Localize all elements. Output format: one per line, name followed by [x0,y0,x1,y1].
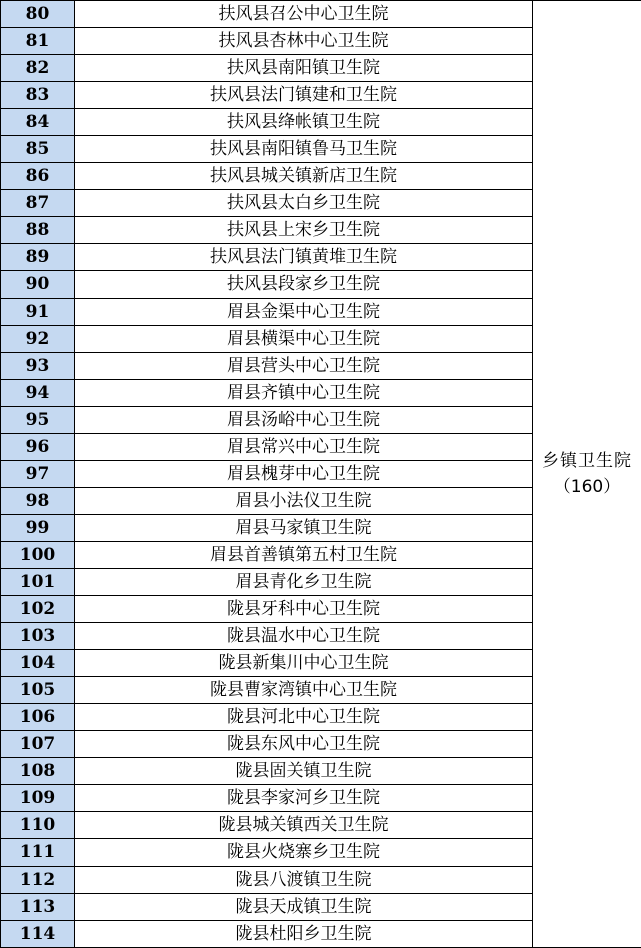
row-number: 104 [1,650,75,677]
hospital-name: 眉县金渠中心卫生院 [75,298,533,325]
row-number: 98 [1,487,75,514]
row-number: 110 [1,812,75,839]
row-number: 96 [1,433,75,460]
hospital-name: 陇县东风中心卫生院 [75,731,533,758]
hospital-name: 陇县新集川中心卫生院 [75,650,533,677]
row-number: 97 [1,460,75,487]
category-label: 乡镇卫生院 [542,451,632,471]
hospital-name: 陇县固关镇卫生院 [75,758,533,785]
hospital-name: 陇县城关镇西关卫生院 [75,812,533,839]
hospital-name: 陇县曹家湾镇中心卫生院 [75,677,533,704]
hospital-name: 眉县马家镇卫生院 [75,514,533,541]
hospital-name: 陇县牙科中心卫生院 [75,596,533,623]
row-number: 95 [1,406,75,433]
row-number: 80 [1,1,75,28]
row-number: 112 [1,866,75,893]
hospital-name: 眉县槐芽中心卫生院 [75,460,533,487]
hospital-name: 陇县火烧寨乡卫生院 [75,839,533,866]
row-number: 106 [1,704,75,731]
row-number: 82 [1,55,75,82]
hospital-table-body [1,1,641,948]
row-number: 102 [1,596,75,623]
row-number: 113 [1,893,75,920]
row-number: 105 [1,677,75,704]
row-number: 85 [1,136,75,163]
hospital-name: 眉县齐镇中心卫生院 [75,379,533,406]
hospital-name: 扶风县杏林中心卫生院 [75,28,533,55]
hospital-name: 扶风县南阳镇鲁马卫生院 [75,136,533,163]
row-number: 86 [1,163,75,190]
hospital-name: 眉县横渠中心卫生院 [75,325,533,352]
hospital-name: 眉县营头中心卫生院 [75,352,533,379]
row-number: 103 [1,623,75,650]
hospital-name: 陇县温水中心卫生院 [75,623,533,650]
hospital-name: 扶风县南阳镇卫生院 [75,55,533,82]
row-number: 108 [1,758,75,785]
table-row [1,1,641,28]
hospital-name: 眉县青化乡卫生院 [75,568,533,595]
hospital-name: 眉县首善镇第五村卫生院 [75,541,533,568]
hospital-name: 眉县小法仪卫生院 [75,487,533,514]
hospital-name: 扶风县法门镇黄堆卫生院 [75,244,533,271]
category-cell [533,1,641,948]
hospital-name: 眉县汤峪中心卫生院 [75,406,533,433]
row-number: 109 [1,785,75,812]
hospital-name: 陇县杜阳乡卫生院 [75,920,533,947]
row-number: 111 [1,839,75,866]
row-number: 81 [1,28,75,55]
hospital-name: 陇县八渡镇卫生院 [75,866,533,893]
row-number: 114 [1,920,75,947]
row-number: 101 [1,568,75,595]
hospital-name: 陇县李家河乡卫生院 [75,785,533,812]
hospital-name: 陇县天成镇卫生院 [75,893,533,920]
hospital-name: 扶风县绛帐镇卫生院 [75,109,533,136]
row-number: 90 [1,271,75,298]
hospital-name: 扶风县太白乡卫生院 [75,190,533,217]
row-number: 91 [1,298,75,325]
row-number: 93 [1,352,75,379]
hospital-name: 扶风县城关镇新店卫生院 [75,163,533,190]
hospital-name: 陇县河北中心卫生院 [75,704,533,731]
hospital-name: 扶风县上宋乡卫生院 [75,217,533,244]
hospital-name: 扶风县段家乡卫生院 [75,271,533,298]
hospital-name: 眉县常兴中心卫生院 [75,433,533,460]
row-number: 84 [1,109,75,136]
category-count: （160） [553,477,621,497]
row-number: 87 [1,190,75,217]
row-number: 92 [1,325,75,352]
row-number: 99 [1,514,75,541]
row-number: 107 [1,731,75,758]
row-number: 94 [1,379,75,406]
row-number: 100 [1,541,75,568]
row-number: 88 [1,217,75,244]
row-number: 89 [1,244,75,271]
hospital-name: 扶风县法门镇建和卫生院 [75,82,533,109]
hospital-name: 扶风县召公中心卫生院 [75,1,533,28]
row-number: 83 [1,82,75,109]
